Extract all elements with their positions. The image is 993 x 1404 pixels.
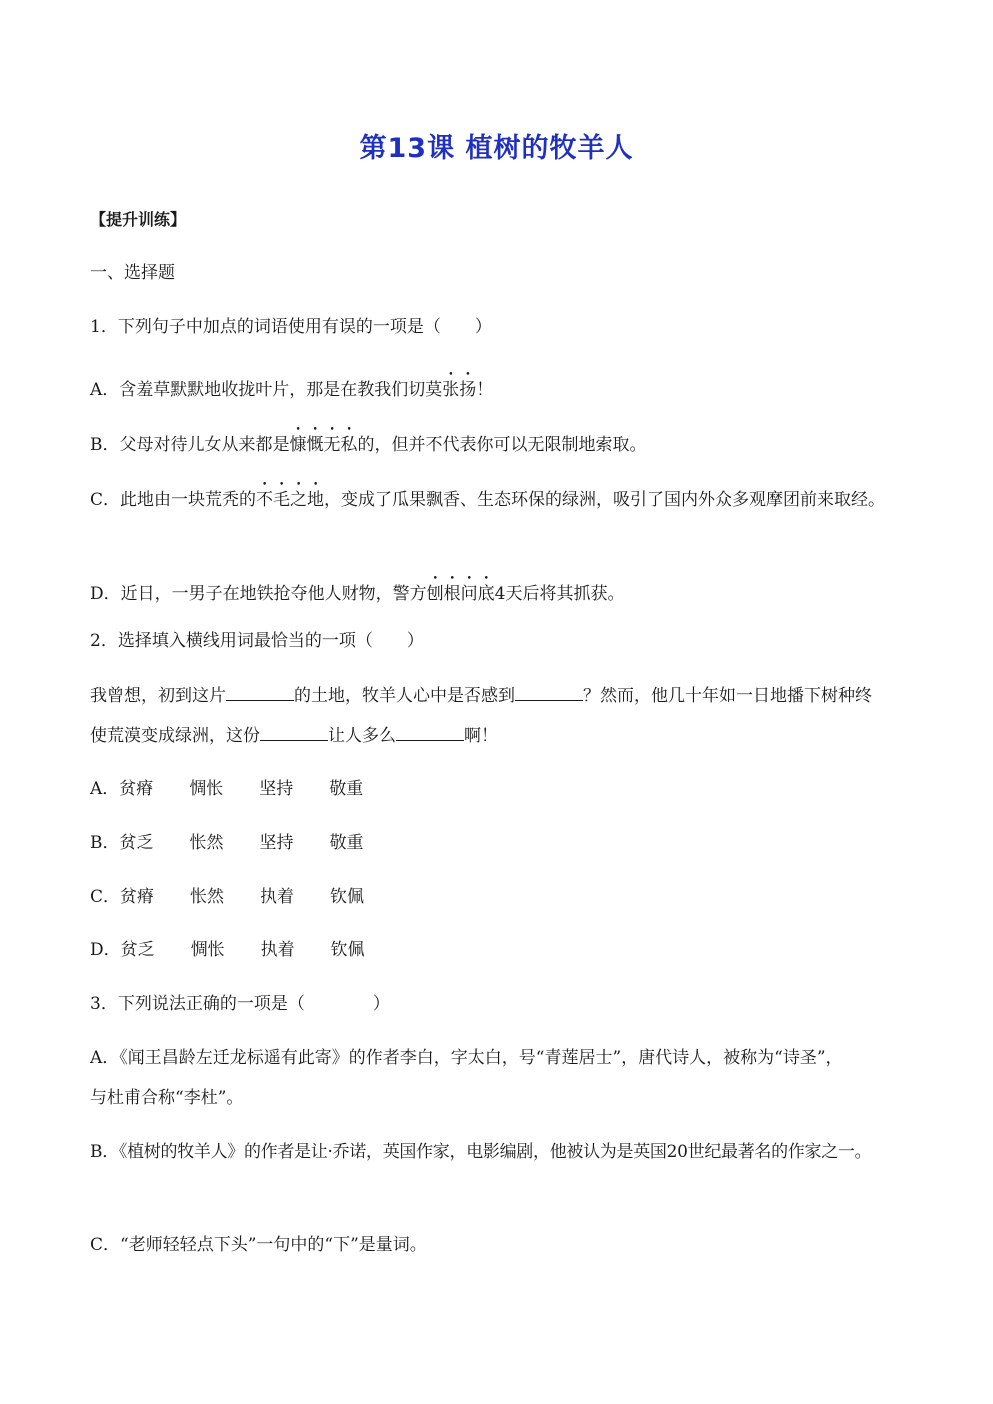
- option-word: 怅然: [189, 833, 224, 853]
- q2-passage-line-2: [90, 723, 498, 748]
- option-label: C．: [90, 887, 121, 907]
- q1-d-tail: 4天后将其抓获。: [494, 584, 625, 604]
- q2-text-1: 我曾想，初到这片: [90, 686, 226, 706]
- q3-option-b: B．《植树的牧羊人》的作者是让·乔诺，英国作家，电影编剧，他被认为是英国20世纪最著名的作家之一。: [90, 1142, 872, 1162]
- q1-b-tail: 的，但并不代表你可以无限制地索取。: [357, 435, 647, 455]
- option-word: 怅然: [190, 887, 225, 907]
- q2-text-3: ？然而，他几十年如一日地播下树种终: [583, 686, 872, 706]
- q1-stem: 1．下列句子中加点的词语使用有误的一项是（ ）: [90, 317, 492, 337]
- q3-option-a-line-1: A．《闻王昌龄左迁龙标遥有此寄》的作者李白，字太白，号“青莲居士”，唐代诗人，被称为“诗圣”，: [90, 1048, 843, 1068]
- option-word: 执着: [260, 887, 295, 907]
- q2-option-c: [90, 885, 400, 909]
- q1-option-b: [90, 425, 647, 457]
- q1-d-text: D．近日，一男子在地铁抢夺他人财物，警方: [90, 584, 427, 604]
- q2-option-d: [90, 938, 401, 962]
- q2-stem: 2．选择填入横线用词最恰当的一项（ ）: [90, 631, 424, 651]
- option-label: A．: [90, 779, 120, 799]
- q2-text-2: 的土地，牧羊人心中是否感到: [294, 686, 515, 706]
- option-word: 敬重: [329, 779, 364, 799]
- q1-a-dotted-word: 张扬: [442, 380, 477, 400]
- q2-text-4: 使荒漠变成绿洲，这份: [90, 726, 260, 746]
- option-word: 贫瘠: [119, 779, 154, 799]
- q1-c-text: C．此地由一块荒秃的: [90, 490, 257, 510]
- q2-text-5: 让人多么: [328, 726, 396, 746]
- q1-d-dotted-word: 刨根问底: [426, 584, 495, 604]
- q1-option-c: [90, 480, 885, 512]
- part-heading: 一、选择题: [90, 263, 175, 283]
- q2-option-a: [90, 777, 399, 801]
- blank-1: [226, 683, 294, 701]
- option-word: 贫乏: [120, 940, 155, 960]
- q1-c-tail: ，变成了瓜果飘香、生态环保的绿洲，吸引了国内外众多观摩团前来取经。: [324, 490, 886, 510]
- q1-c-dotted-word: 不毛之地: [256, 490, 325, 510]
- q1-a-text: A．含羞草默默地收拢叶片，那是在教我们切莫: [90, 380, 443, 400]
- option-word: 敬重: [329, 833, 364, 853]
- option-word: 执着: [260, 940, 295, 960]
- q1-option-d: [90, 574, 624, 606]
- q2-option-b: [90, 831, 400, 855]
- option-word: 贫乏: [119, 833, 154, 853]
- option-word: 贫瘠: [120, 887, 155, 907]
- option-word: 惆怅: [190, 940, 225, 960]
- option-label: B．: [90, 833, 120, 853]
- option-word: 钦佩: [330, 887, 365, 907]
- blank-3: [260, 723, 328, 741]
- q2-text-6: 啊！: [464, 726, 498, 746]
- option-word: 惆怅: [189, 779, 224, 799]
- q3-option-a-line-2: 与杜甫合称“李杜”。: [90, 1088, 244, 1108]
- q2-passage-line-1: [90, 683, 872, 708]
- q1-b-dotted-word: 慷慨无私: [289, 435, 358, 455]
- option-word: 坚持: [259, 779, 294, 799]
- page-title: 第13课 植树的牧羊人: [359, 133, 634, 164]
- blank-4: [396, 723, 464, 741]
- q3-stem: 3．下列说法正确的一项是（ ）: [90, 994, 390, 1014]
- option-word: 坚持: [259, 833, 294, 853]
- q1-b-text: B．父母对待儿女从来都是: [90, 435, 290, 455]
- q3-option-c: C．“老师轻轻点下头”一句中的“下”是量词。: [90, 1235, 427, 1255]
- q1-option-a: [90, 370, 493, 402]
- q1-a-tail: ！: [476, 380, 494, 400]
- section-heading: 【提升训练】: [90, 210, 187, 229]
- blank-2: [515, 683, 583, 701]
- option-label: D．: [90, 940, 121, 960]
- option-word: 钦佩: [330, 940, 365, 960]
